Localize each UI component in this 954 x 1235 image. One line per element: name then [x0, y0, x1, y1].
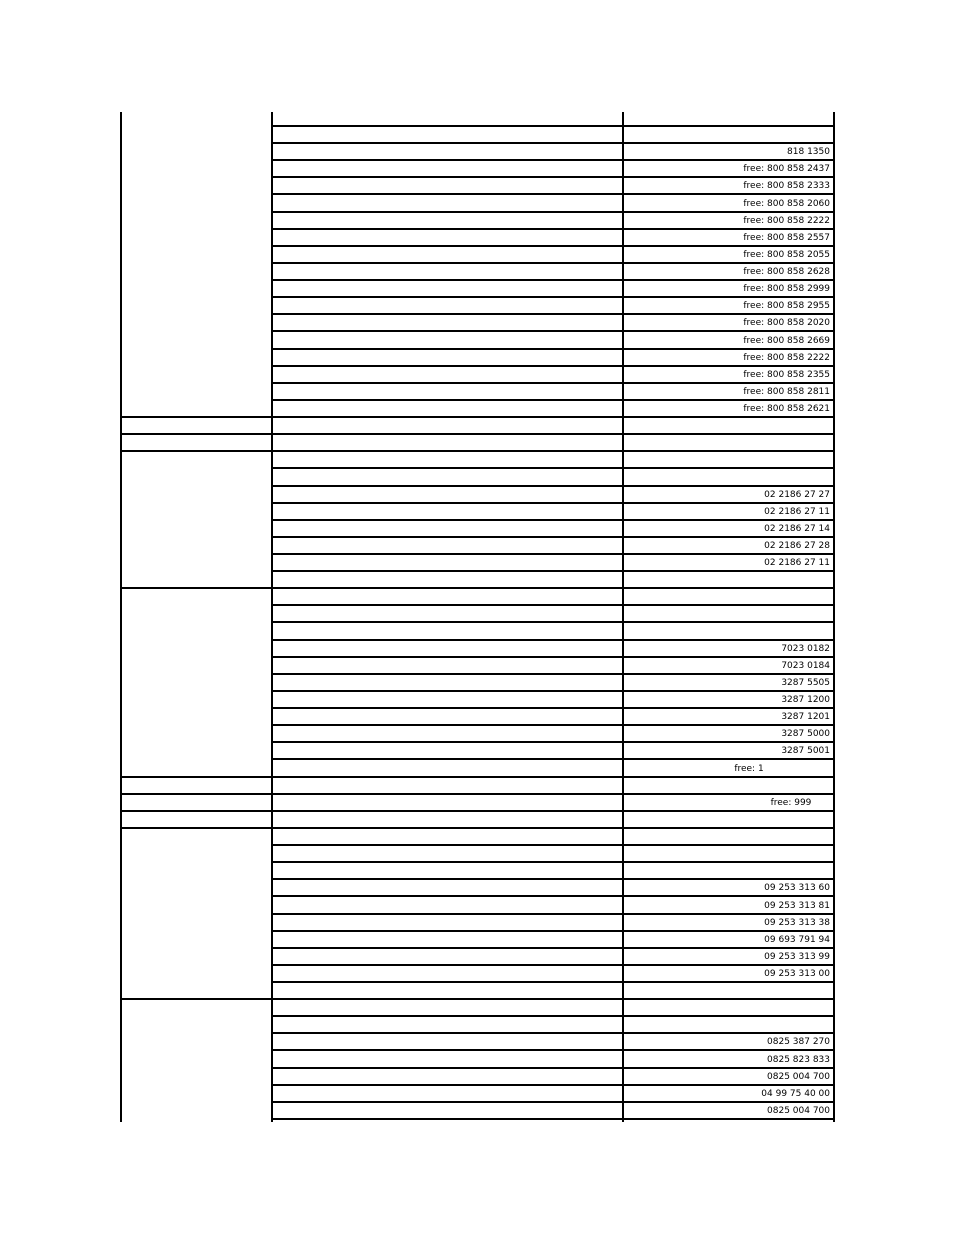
phone-number-cell: 0825 004 700 — [767, 1072, 830, 1082]
phone-number-cell: free: 800 858 2333 — [743, 181, 830, 191]
phone-number-cell: 09 693 791 94 — [764, 935, 830, 945]
grid-line-horizontal — [271, 330, 835, 332]
grid-line-horizontal — [271, 810, 835, 812]
grid-line-horizontal — [271, 724, 835, 726]
grid-line-horizontal — [271, 142, 835, 144]
grid-line-horizontal — [271, 964, 835, 966]
grid-line-horizontal — [120, 998, 271, 1000]
phone-number-cell: 09 253 313 38 — [764, 918, 830, 928]
phone-number-cell: free: 800 858 2999 — [743, 284, 830, 294]
grid-line-horizontal — [271, 656, 835, 658]
grid-line-horizontal — [120, 793, 271, 795]
grid-line-horizontal — [271, 587, 835, 589]
phone-number-cell: 02 2186 27 28 — [764, 541, 830, 551]
grid-line-horizontal — [271, 1101, 835, 1103]
grid-line-horizontal — [271, 433, 835, 435]
phone-number-cell: 7023 0182 — [781, 644, 830, 654]
grid-line-horizontal — [271, 604, 835, 606]
phone-number-cell: free: 800 858 2669 — [743, 336, 830, 346]
phone-number-cell: 3287 5505 — [781, 678, 830, 688]
grid-line-horizontal — [271, 981, 835, 983]
grid-line-horizontal — [271, 998, 835, 1000]
grid-line-horizontal — [271, 228, 835, 230]
phone-number-cell: free: 800 858 2811 — [743, 387, 830, 397]
grid-line-horizontal — [271, 211, 835, 213]
phone-number-cell: free: 800 858 2020 — [743, 318, 830, 328]
grid-line-horizontal — [271, 450, 835, 452]
phone-number-cell: free: 800 858 2955 — [743, 301, 830, 311]
phone-number-cell: 3287 1200 — [781, 695, 830, 705]
phone-number-cell: 0825 004 700 — [767, 1106, 830, 1116]
phone-number-cell: free: 800 858 2055 — [743, 250, 830, 260]
grid-line-horizontal — [271, 690, 835, 692]
grid-line-horizontal — [271, 193, 835, 195]
grid-line-horizontal — [120, 827, 271, 829]
grid-line-horizontal — [271, 348, 835, 350]
grid-line-horizontal — [271, 621, 835, 623]
grid-line-horizontal — [271, 1118, 835, 1120]
phone-number-cell: free: 800 858 2222 — [743, 216, 830, 226]
grid-line-horizontal — [271, 416, 835, 418]
grid-line-horizontal — [271, 382, 835, 384]
grid-line-horizontal — [271, 793, 835, 795]
phone-number-cell: 09 253 313 81 — [764, 901, 830, 911]
phone-number-cell: 0825 387 270 — [767, 1037, 830, 1047]
grid-line-vertical — [120, 112, 122, 1122]
grid-line-horizontal — [271, 553, 835, 555]
grid-line-horizontal — [271, 125, 835, 127]
grid-line-horizontal — [271, 1049, 835, 1051]
phone-number-cell: free: 999 — [770, 798, 812, 808]
grid-line-horizontal — [271, 707, 835, 709]
grid-line-horizontal — [271, 930, 835, 932]
phone-number-cell: 7023 0184 — [781, 661, 830, 671]
grid-line-horizontal — [120, 433, 271, 435]
phone-number-cell: 04 99 75 40 00 — [761, 1089, 830, 1099]
grid-line-horizontal — [120, 810, 271, 812]
grid-line-horizontal — [271, 1032, 835, 1034]
grid-line-horizontal — [271, 947, 835, 949]
phone-number-cell: free: 800 858 2222 — [743, 353, 830, 363]
grid-line-horizontal — [271, 296, 835, 298]
grid-line-horizontal — [271, 502, 835, 504]
grid-line-horizontal — [271, 639, 835, 641]
grid-line-horizontal — [271, 519, 835, 521]
phone-number-cell: free: 800 858 2060 — [743, 199, 830, 209]
phone-number-cell: free: 800 858 2628 — [743, 267, 830, 277]
grid-line-horizontal — [271, 262, 835, 264]
grid-line-horizontal — [271, 536, 835, 538]
grid-line-horizontal — [271, 861, 835, 863]
grid-line-horizontal — [271, 844, 835, 846]
phone-number-cell: 818 1350 — [787, 147, 830, 157]
grid-line-horizontal — [271, 776, 835, 778]
phone-number-cell: 02 2186 27 27 — [764, 490, 830, 500]
grid-line-horizontal — [120, 416, 271, 418]
phone-number-cell: free: 800 858 2557 — [743, 233, 830, 243]
grid-line-horizontal — [271, 673, 835, 675]
phone-number-cell: 3287 1201 — [781, 712, 830, 722]
grid-line-horizontal — [271, 365, 835, 367]
phone-number-cell: 02 2186 27 14 — [764, 524, 830, 534]
grid-line-horizontal — [271, 313, 835, 315]
grid-line-horizontal — [271, 878, 835, 880]
grid-line-horizontal — [271, 159, 835, 161]
phone-number-cell: 09 253 313 60 — [764, 883, 830, 893]
grid-line-horizontal — [271, 245, 835, 247]
grid-line-horizontal — [271, 279, 835, 281]
phone-number-cell: 3287 5001 — [781, 746, 830, 756]
grid-line-horizontal — [271, 895, 835, 897]
grid-line-horizontal — [271, 758, 835, 760]
grid-line-horizontal — [120, 450, 271, 452]
grid-line-horizontal — [271, 485, 835, 487]
phone-number-cell: free: 800 858 2621 — [743, 404, 830, 414]
phone-number-cell: 02 2186 27 11 — [764, 507, 830, 517]
grid-line-horizontal — [271, 467, 835, 469]
grid-line-horizontal — [120, 776, 271, 778]
phone-number-cell: 09 253 313 00 — [764, 969, 830, 979]
phone-number-cell: 3287 5000 — [781, 729, 830, 739]
phone-number-cell: 09 253 313 99 — [764, 952, 830, 962]
grid-line-horizontal — [271, 913, 835, 915]
phone-number-cell: 0825 823 833 — [767, 1055, 830, 1065]
grid-line-horizontal — [271, 176, 835, 178]
grid-line-horizontal — [271, 570, 835, 572]
phone-number-cell: free: 800 858 2437 — [743, 164, 830, 174]
grid-line-horizontal — [271, 1067, 835, 1069]
grid-line-horizontal — [271, 827, 835, 829]
phone-number-cell: free: 800 858 2355 — [743, 370, 830, 380]
grid-line-horizontal — [271, 741, 835, 743]
grid-line-horizontal — [271, 1015, 835, 1017]
grid-line-horizontal — [271, 1084, 835, 1086]
grid-line-horizontal — [271, 399, 835, 401]
phone-number-cell: 02 2186 27 11 — [764, 558, 830, 568]
phone-number-cell: free: 1 — [734, 764, 764, 774]
grid-line-horizontal — [120, 587, 271, 589]
